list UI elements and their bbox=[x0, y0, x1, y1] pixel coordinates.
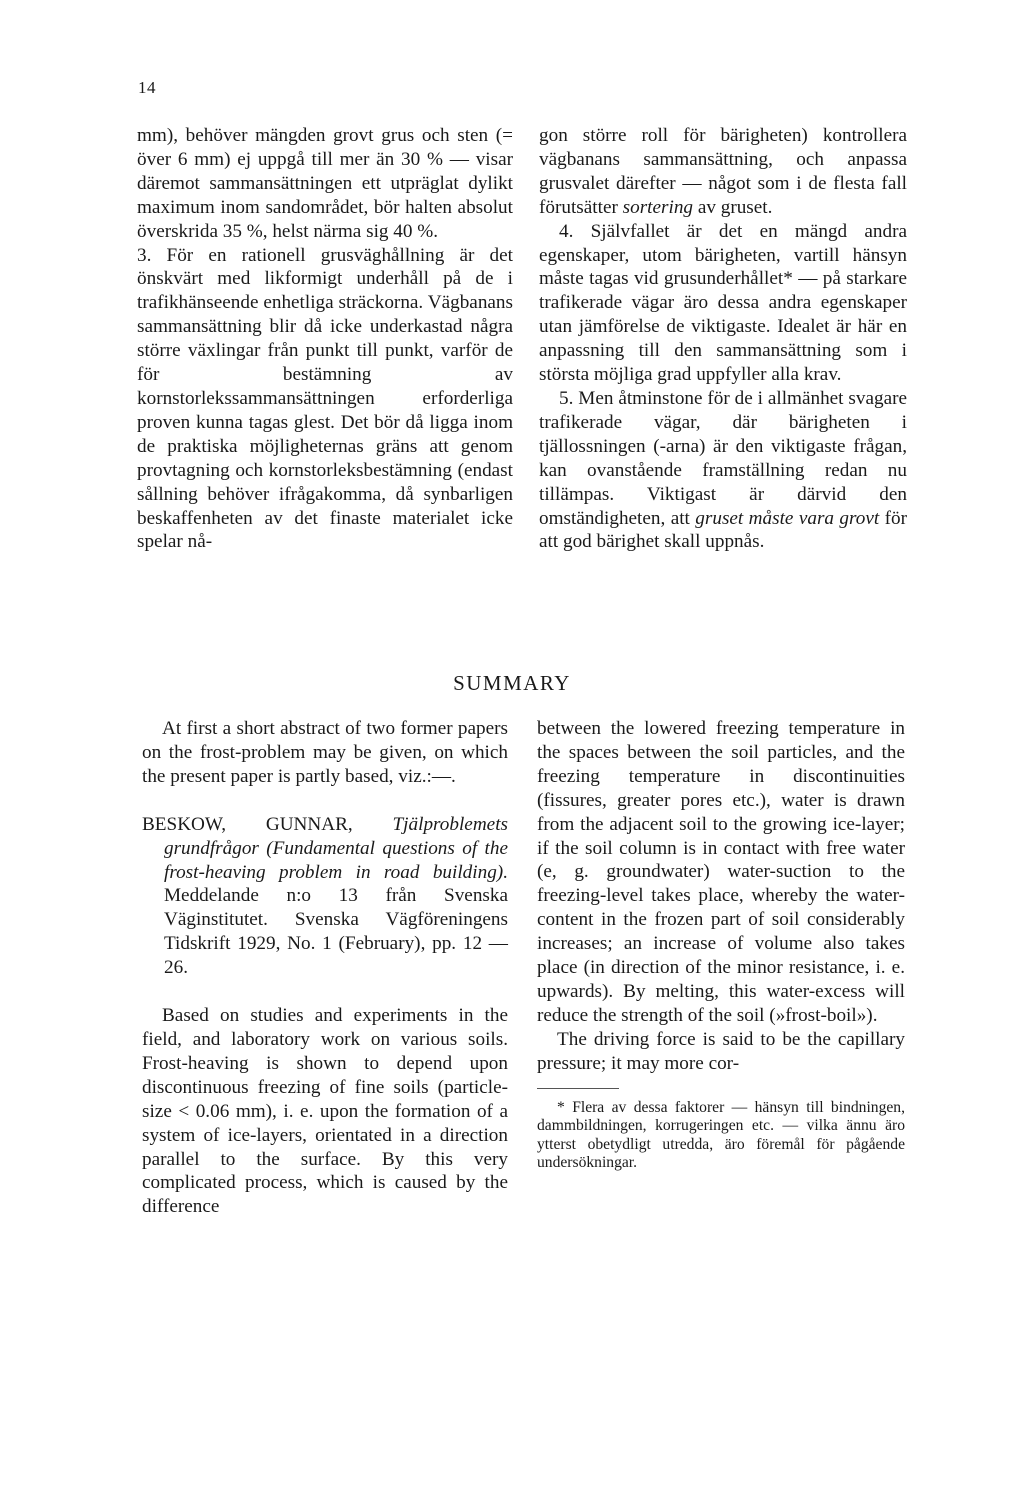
paragraph-point-5: 5. Men åtminstone för de i allmänhet svagare trafikerade vägar, där bärigheten i tjällossningen (-arna) är den viktigaste frågan, kan ovanstående framställning redan nu tillämpas. Viktigast är därvid den omständigheten, att gruset måste vara grovt för att god bärighet skall uppnås. bbox=[539, 387, 907, 553]
paragraph: gon större roll för bärigheten) kontrollera vägbanans sammansättning, och anpassa grusvalet därefter — något som i de flesta fall förutsätter sortering av gruset. bbox=[539, 125, 907, 218]
summary-intro: At first a short abstract of two former papers on the frost-problem may be given, on which the present paper is partly based, viz.:—. bbox=[142, 718, 508, 787]
summary-body-right-2: The driving force is said to be the capillary pressure; it may more cor- bbox=[537, 1028, 905, 1074]
footnote: * Flera av dessa faktorer — hänsyn till bindningen, dammbildningen, korrugeringen etc. — vilka ännu äro ytterst obetydligt utredda, äro föremål för pågående undersökningar. bbox=[537, 1098, 905, 1172]
summary-heading: SUMMARY bbox=[453, 671, 571, 695]
swedish-left-column bbox=[137, 124, 513, 554]
emphasis-sortering: sortering bbox=[622, 196, 694, 218]
summary-body-right: between the lowered freezing temperature in the spaces between the soil particles, and the freezing temperature in discontinuities (fissures, greater pores etc.), water is drawn from the adjacent soil to the growing ice-layer; if the soil column is in contact with free water (e, g. groundwater) water-suction to the freezing-level takes place, whereby the water-content in the frozen part of soil considerably increases; an increase of volume also takes place (in direction of the minor resistance, i. e. upwards). By melting, this water-excess will reduce the strength of the soil (»frost-boil»). bbox=[537, 718, 905, 1026]
summary-body-left: Based on studies and experiments in the field, and laboratory work on various soils. Frost-heaving is shown to depend upon discontinuous freezing of fine soils (particle-size < 0.06 mm), i. e. upon the formation of a system of ice-layers, orientated in a direction parallel to the surface. By this very complicated process, which is caused by the difference bbox=[142, 1005, 508, 1218]
summary-left-column bbox=[142, 717, 508, 1219]
swedish-right-column bbox=[539, 124, 907, 554]
emphasis-gruset: gruset måste vara grovt bbox=[695, 507, 880, 529]
reference-entry: BESKOW, GUNNAR, Tjälproblemets grundfrågor (Fundamental questions of the frost-heaving problem in road building). Meddelande n:o 13 från Svenska Väginstitutet. Svenska Vägföreningens Tidskrift 1929, No. 1 (February), pp. 12 —26. bbox=[142, 813, 508, 979]
summary-right-column bbox=[537, 717, 905, 1173]
paragraph: mm), behöver mängden grovt grus och sten (= över 6 mm) ej uppgå till mer än 30 % — visar däremot sammansättningen ett utpräglat dylikt maximum inom sandområdet, bör halten absolut överskrida 35 %, helst närma sig 40 %. bbox=[137, 125, 513, 242]
paragraph-point-3: 3. För en rationell grusväghållning är det önskvärt med likformigt underhåll på de i trafikhänseende enhetliga sträckorna. Vägbanans sammansättning blir då icke underkastad några större växlingar från punkt till punkt, varför de för bestämning av kornstorlekssammansättningen erforderliga proven kunna tagas glest. Det bör då ligga inom de praktiska möjligheternas gräns att genom provtagning och kornstorleksbestämning (endast sållning behöver ifrågakomma, då synbarligen beskaffenheten av det finaste materialet icke spelar nå- bbox=[137, 244, 513, 553]
page-number: 14 bbox=[138, 78, 156, 97]
reference-title: Tjälproblemets grundfrågor (Fundamental questions of the frost-heaving problem in road building). bbox=[164, 813, 508, 883]
footnote-rule bbox=[537, 1088, 619, 1089]
paragraph-point-4: 4. Självfallet är det en mängd andra egenskaper, utom bärigheten, vartill hänsyn måste tagas vid grusunderhållet* — på starkare trafikerade vägar äro dessa andra egenskaper utan jämförelse de viktigaste. Idealet är här en anpassning till den sammansättning som i största möjliga grad uppfyller alla krav. bbox=[539, 220, 907, 386]
